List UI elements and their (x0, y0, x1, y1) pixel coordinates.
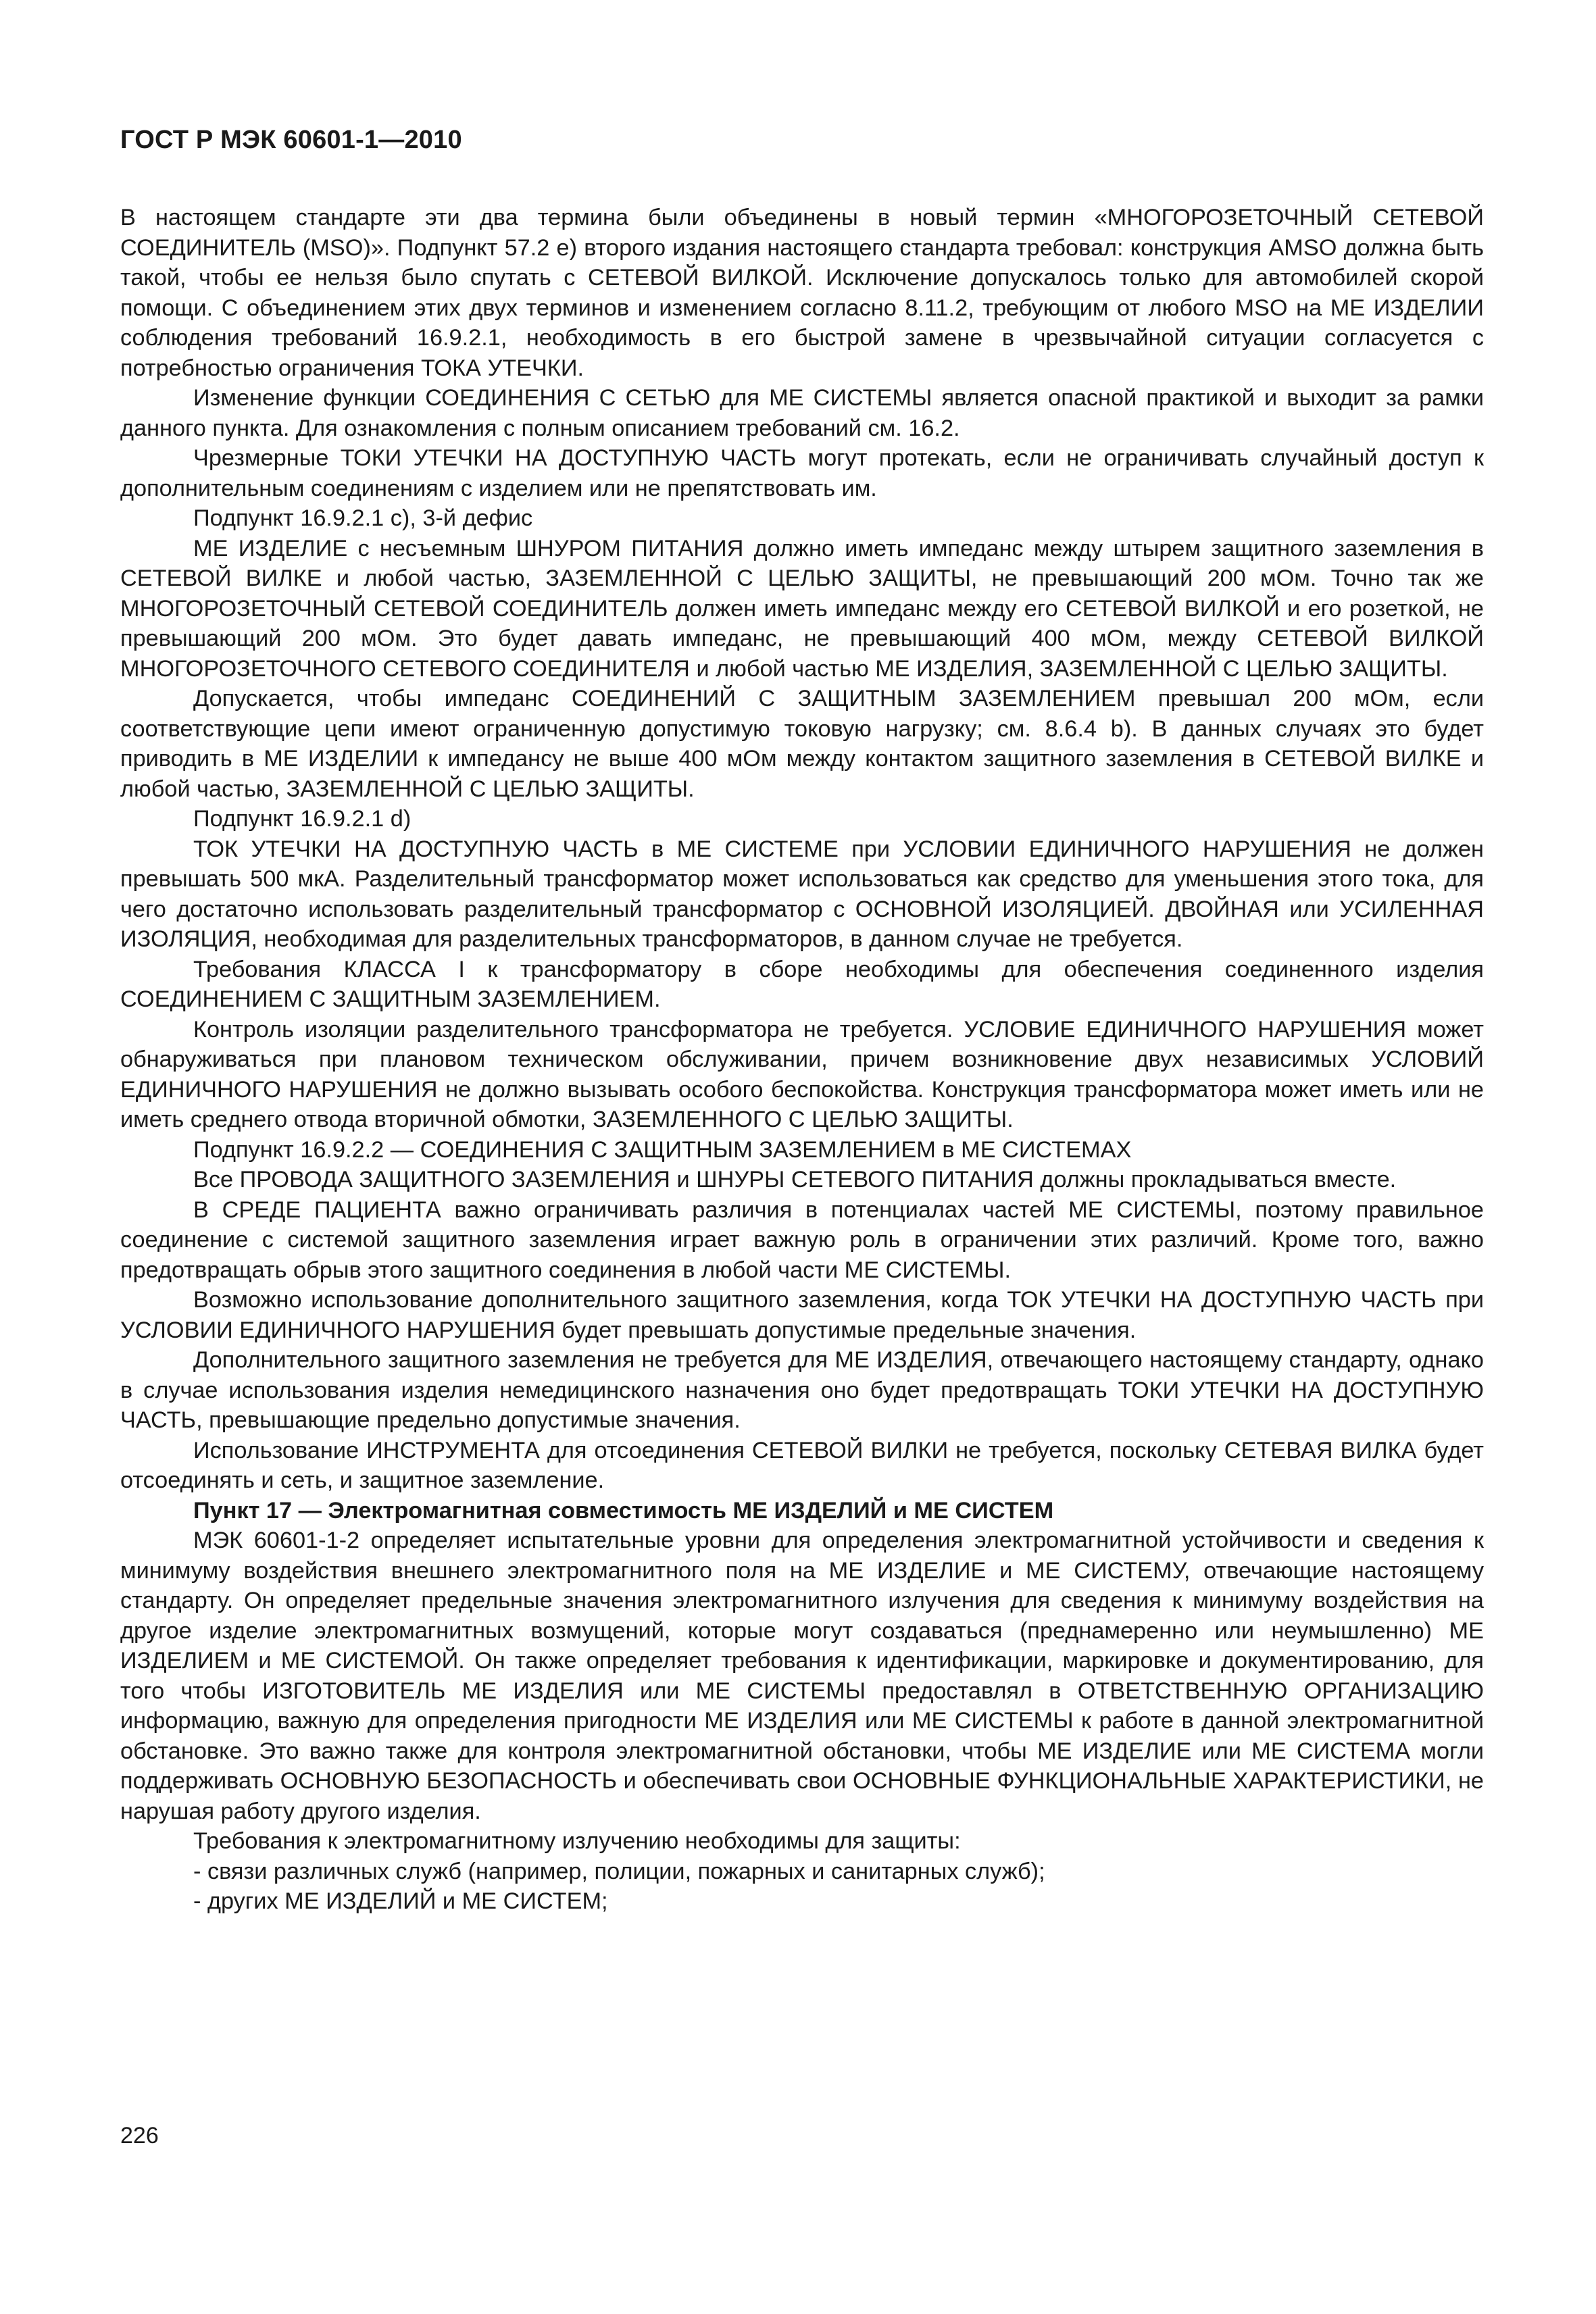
subclause-reference: Подпункт 16.9.2.2 — СОЕДИНЕНИЯ С ЗАЩИТНЫМ ЗАЗЕМЛЕНИЕМ в МЕ СИСТЕМАХ (193, 1136, 1132, 1163)
document-header-title: ГОСТ Р МЭК 60601-1—2010 (120, 126, 462, 154)
paragraph: МЭК 60601-1-2 определяет испытательные уровни для определения электромагнитной устойчивости и сведения к минимуму воздействия внешнего электромагнитного поля на МЕ ИЗДЕЛИЕ и МЕ СИСТЕМУ, отвечающие настоящему стандарту. Он определяет предельные значения электромагнитного излучения для сведения к минимуму воздействия на другое изделие электромагнитных возмущений, которые могут создаваться (преднамеренно или неумышленно) МЕ ИЗДЕЛИЕМ и МЕ СИСТЕМОЙ. Он также определяет требования к идентификации, маркировке и документированию, для того чтобы ИЗГОТОВИТЕЛЬ МЕ ИЗДЕЛИЯ или МЕ СИСТЕМЫ предоставлял в ОТВЕТСТВЕННУЮ ОРГАНИЗАЦИЮ информацию, важную для определения пригодности МЕ ИЗДЕЛИЯ или МЕ СИСТЕМЫ к работе в данной электромагнитной обстановке. Это важно также для контроля электромагнитной обстановки, чтобы МЕ ИЗДЕЛИЕ или МЕ СИСТЕМА могли поддерживать ОСНОВНУЮ БЕЗОПАСНОСТЬ и обеспечивать свои ОСНОВНЫЕ ФУНКЦИОНАЛЬНЫЕ ХАРАКТЕРИСТИКИ, не нарушая работу другого изделия. (120, 1528, 1484, 1824)
section-heading: Пункт 17 — Электромагнитная совместимость МЕ ИЗДЕЛИЙ и МЕ СИСТЕМ (193, 1497, 1054, 1524)
document-body (120, 203, 1484, 1917)
paragraph: Дополнительного защитного заземления не требуется для МЕ ИЗДЕЛИЯ, отвечающего настоящему стандарту, однако в случае использования изделия немедицинского назначения оно будет предотвращать ТОКИ УТЕЧКИ НА ДОСТУПНУЮ ЧАСТЬ, превышающие предельно допустимые значения. (120, 1347, 1484, 1433)
subclause-reference: Подпункт 16.9.2.1 с), 3-й дефис (193, 505, 533, 531)
paragraph: Чрезмерные ТОКИ УТЕЧКИ НА ДОСТУПНУЮ ЧАСТЬ могут протекать, если не ограничивать случайный доступ к дополнительным соединениям с изделием или не препятствовать им. (120, 445, 1484, 501)
page-number: 226 (120, 2123, 159, 2148)
list-item: - связи различных служб (например, полиции, пожарных и санитарных служб); (193, 1858, 1045, 1884)
paragraph: Изменение функции СОЕДИНЕНИЯ С СЕТЬЮ для МЕ СИСТЕМЫ является опасной практикой и выходит за рамки данного пункта. Для ознакомления с полным описанием требований см. 16.2. (120, 385, 1484, 441)
subclause-reference: Подпункт 16.9.2.1 d) (193, 806, 412, 832)
paragraph: В СРЕДЕ ПАЦИЕНТА важно ограничивать различия в потенциалах частей МЕ СИСТЕМЫ, поэтому правильное соединение с системой защитного заземления играет важную роль в ограничении этих различий. Кроме того, важно предотвращать обрыв этого защитного соединения в любой части МЕ СИСТЕМЫ. (120, 1197, 1484, 1283)
paragraph: Требования КЛАССА I к трансформатору в сборе необходимы для обеспечения соединенного изделия СОЕДИНЕНИЕМ С ЗАЩИТНЫМ ЗАЗЕМЛЕНИЕМ. (120, 956, 1484, 1012)
paragraph: Допускается, чтобы импеданс СОЕДИНЕНИЙ С ЗАЩИТНЫМ ЗАЗЕМЛЕНИЕМ превышал 200 мОм, если соответствующие цепи имеют ограниченную допустимую токовую нагрузку; см. 8.6.4 b). В данных случаях это будет приводить в МЕ ИЗДЕЛИИ к импедансу не выше 400 мОм между контактом защитного заземления в СЕТЕВОЙ ВИЛКЕ и любой частью, ЗАЗЕМЛЕННОЙ С ЦЕЛЬЮ ЗАЩИТЫ. (120, 686, 1484, 802)
paragraph: Контроль изоляции разделительного трансформатора не требуется. УСЛОВИЕ ЕДИНИЧНОГО НАРУШЕНИЯ может обнаруживаться при плановом техническом обслуживании, причем возникновение двух независимых УСЛОВИЙ ЕДИНИЧНОГО НАРУШЕНИЯ не должно вызывать особого беспокойства. Конструкция трансформатора может иметь или не иметь среднего отвода вторичной обмотки, ЗАЗЕМЛЕННОГО С ЦЕЛЬЮ ЗАЩИТЫ. (120, 1016, 1484, 1132)
paragraph: Требования к электромагнитному излучению необходимы для защиты: (193, 1828, 961, 1854)
paragraph: ТОК УТЕЧКИ НА ДОСТУПНУЮ ЧАСТЬ в МЕ СИСТЕМЕ при УСЛОВИИ ЕДИНИЧНОГО НАРУШЕНИЯ не должен превышать 500 мкА. Разделительный трансформатор может использоваться как средство для уменьшения этого тока, для чего достаточно использовать разделительный трансформатор с ОСНОВНОЙ ИЗОЛЯЦИЕЙ. ДВОЙНАЯ или УСИЛЕННАЯ ИЗОЛЯЦИЯ, необходимая для разделительных трансформаторов, в данном случае не требуется. (120, 836, 1484, 952)
paragraph: Все ПРОВОДА ЗАЩИТНОГО ЗАЗЕМЛЕНИЯ и ШНУРЫ СЕТЕВОГО ПИТАНИЯ должны прокладываться вместе. (193, 1167, 1397, 1192)
document-page (120, 0, 1484, 2314)
paragraph: Возможно использование дополнительного защитного заземления, когда ТОК УТЕЧКИ НА ДОСТУПНУЮ ЧАСТЬ при УСЛОВИИ ЕДИНИЧНОГО НАРУШЕНИЯ будет превышать допустимые предельные значения. (120, 1287, 1484, 1343)
paragraph: В настоящем стандарте эти два термина были объединены в новый термин «МНОГОРОЗЕТОЧНЫЙ СЕТЕВОЙ СОЕДИНИТЕЛЬ (MSO)». Подпункт 57.2 e) второго издания настоящего стандарта требовал: конструкция AMSO должна быть такой, чтобы ее нельзя было спутать с СЕТЕВОЙ ВИЛКОЙ. Исключение допускалось только для автомобилей скорой помощи. С объединением этих двух терминов и изменением согласно 8.11.2, требующим от любого MSO на МЕ ИЗДЕЛИИ соблюдения требований 16.9.2.1, необходимость в его быстрой замене в чрезвычайной ситуации согласуется с потребностью ограничения ТОКА УТЕЧКИ. (120, 205, 1484, 381)
list-item: - других МЕ ИЗДЕЛИЙ и МЕ СИСТЕМ; (193, 1888, 608, 1914)
paragraph: Использование ИНСТРУМЕНТА для отсоединения СЕТЕВОЙ ВИЛКИ не требуется, поскольку СЕТЕВАЯ ВИЛКА будет отсоединять и сеть, и защитное заземление. (120, 1437, 1484, 1493)
paragraph: МЕ ИЗДЕЛИЕ с несъемным ШНУРОМ ПИТАНИЯ должно иметь импеданс между штырем защитного заземления в СЕТЕВОЙ ВИЛКЕ и любой частью, ЗАЗЕМЛЕННОЙ С ЦЕЛЬЮ ЗАЩИТЫ, не превышающий 200 мОм. Точно так же МНОГОРОЗЕТОЧНЫЙ СЕТЕВОЙ СОЕДИНИТЕЛЬ должен иметь импеданс между его СЕТЕВОЙ ВИЛКОЙ и его розеткой, не превышающий 200 мОм. Это будет давать импеданс, не превышающий 400 мОм, между СЕТЕВОЙ ВИЛКОЙ МНОГОРОЗЕТОЧНОГО СЕТЕВОГО СОЕДИНИТЕЛЯ и любой частью МЕ ИЗДЕЛИЯ, ЗАЗЕМЛЕННОЙ С ЦЕЛЬЮ ЗАЩИТЫ. (120, 535, 1484, 682)
